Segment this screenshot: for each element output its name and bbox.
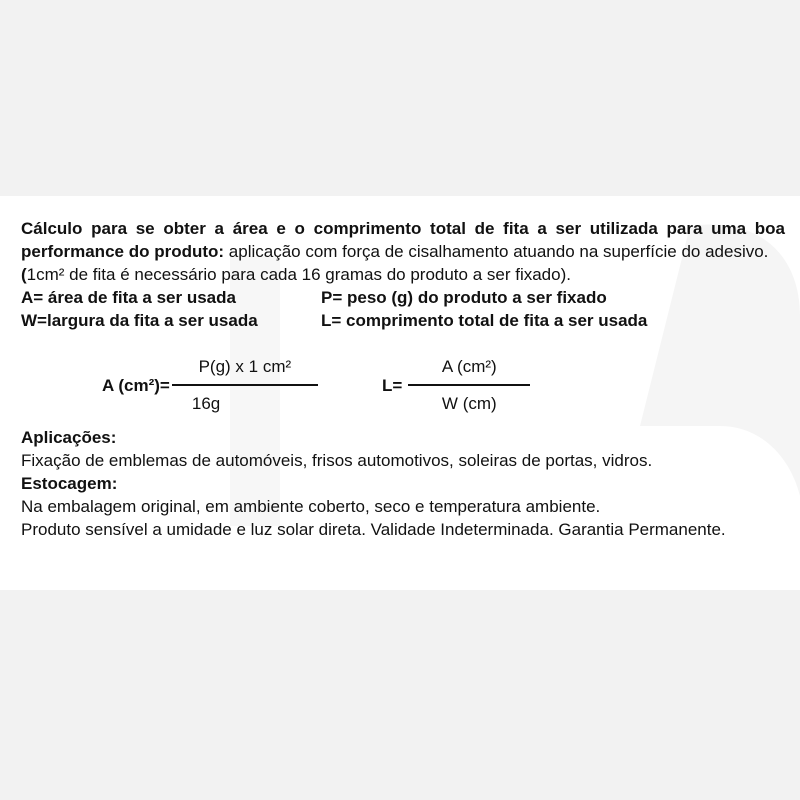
definition-p: P= peso (g) do produto a ser fixado [321, 288, 607, 307]
definition-w: W=largura da fita a ser usada [21, 311, 258, 330]
intro-note: 1cm² de fita é necessário para cada 16 gramas do produto a ser fixado). [26, 265, 571, 284]
formula-area-label: A (cm²)= [102, 375, 170, 395]
estocagem-line-2: Produto sensível a umidade e luz solar direta. Validade Indeterminada. Garantia Permanente. [21, 520, 726, 539]
definition-a: A= área de fita a ser usada [21, 288, 236, 307]
formula-area-denominator: 16g [191, 394, 221, 413]
estocagem-line-1: Na embalagem original, em ambiente coberto, seco e temperatura ambiente. [21, 497, 601, 516]
formula-area-numerator: P(g) x 1 cm² [198, 357, 292, 376]
aplicacoes-text: Fixação de emblemas de automóveis, frisos automotivos, soleiras de portas, vidros. [21, 451, 653, 470]
formula-length-fraction-bar [408, 384, 530, 386]
document-content [21, 217, 785, 541]
formula-length-fraction [408, 352, 530, 418]
formula-length-denominator: W (cm) [441, 394, 497, 413]
definitions-grid [21, 286, 785, 332]
estocagem-title: Estocagem: [21, 474, 118, 493]
definition-l: L= comprimento total de fita a ser usada [321, 311, 648, 330]
formula-area-fraction [172, 352, 318, 418]
formulas-block [21, 344, 785, 426]
intro-bold-lead: Cálculo para se obter a área e o comprimento total de fita a ser utilizada para uma boa performance do produto: [21, 219, 785, 261]
document-sheet [0, 196, 800, 590]
intro-rest: aplicação com força de cisalhamento atuando na superfície do adesivo. [224, 242, 769, 261]
formula-length-numerator: A (cm²) [441, 357, 497, 376]
formula-area [102, 344, 318, 426]
aplicacoes-title: Aplicações: [21, 428, 117, 447]
note-open-paren: ( [21, 265, 27, 284]
formula-area-fraction-bar [172, 384, 318, 386]
formula-length [382, 344, 530, 426]
intro-paragraph [21, 217, 785, 286]
formula-length-label: L= [382, 375, 403, 395]
